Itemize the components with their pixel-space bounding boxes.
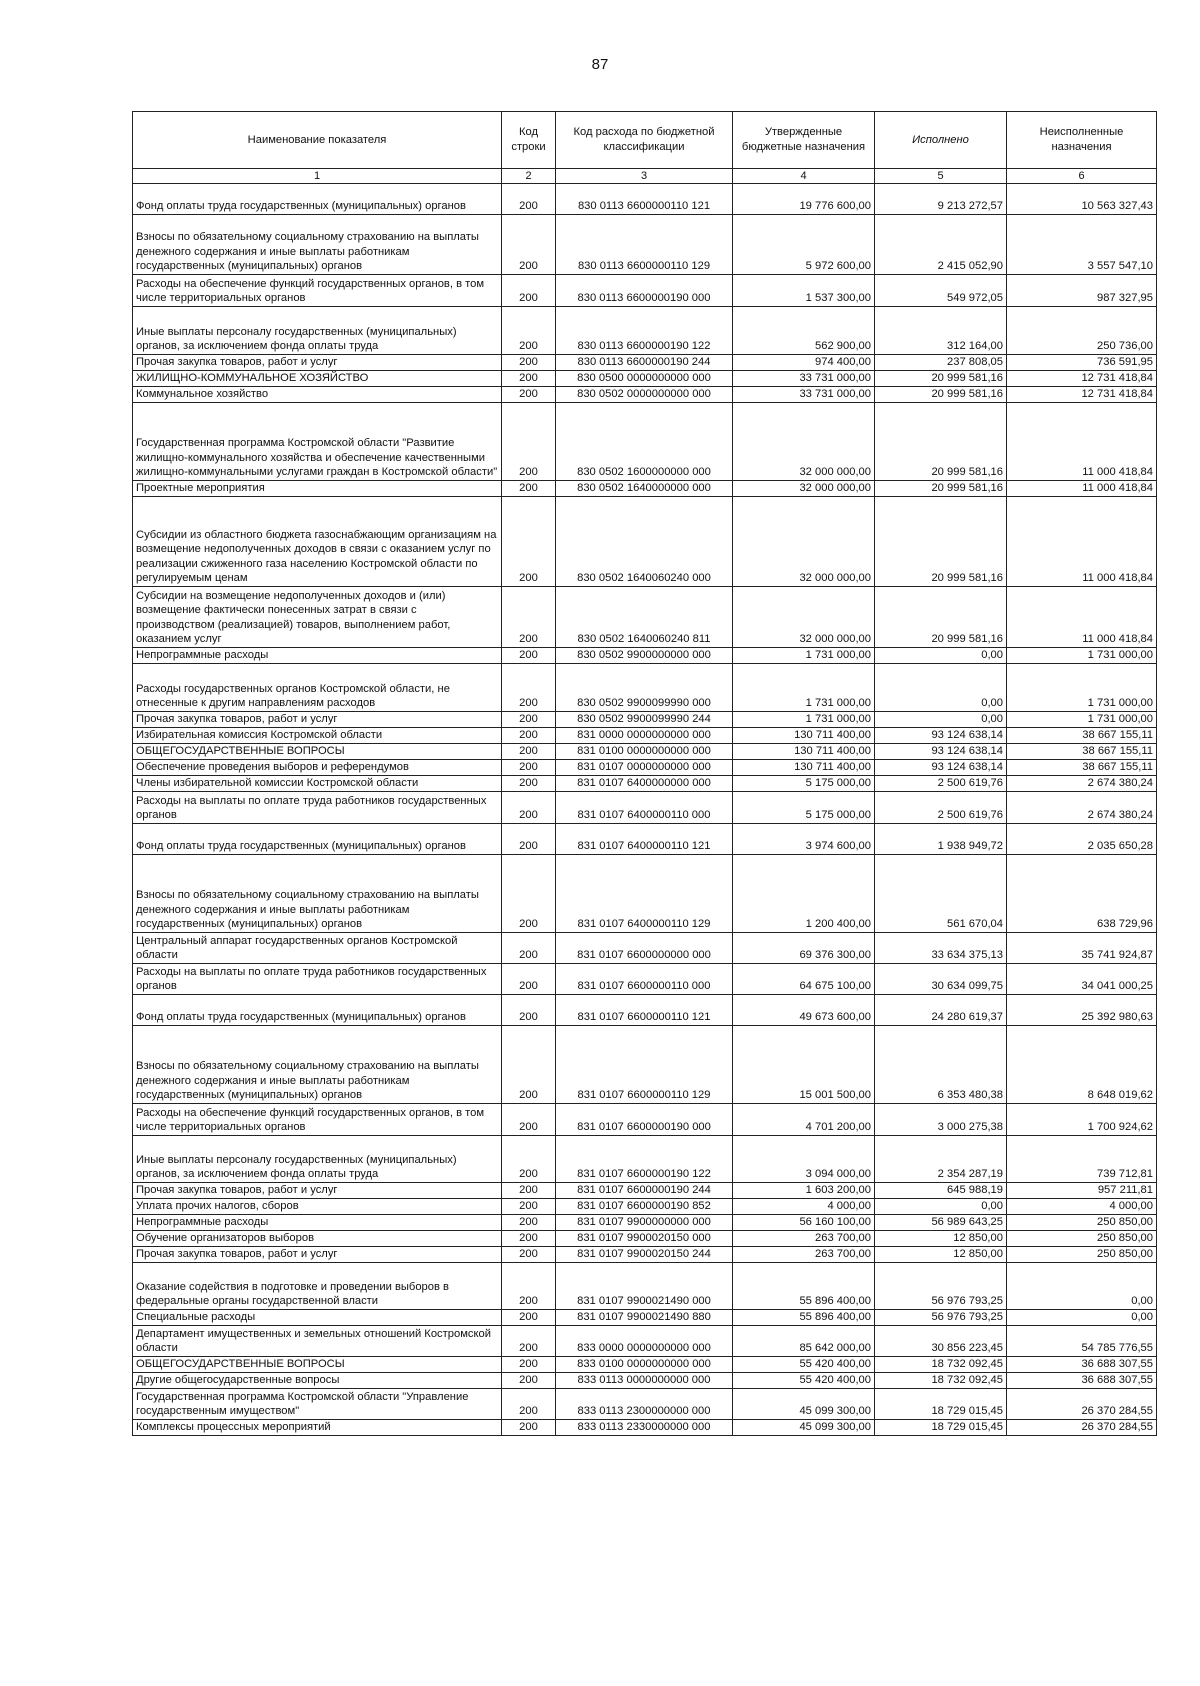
row-unexecuted-amount: 250 850,00 bbox=[1007, 1215, 1157, 1231]
row-unexecuted-amount: 25 392 980,63 bbox=[1007, 995, 1157, 1026]
row-unexecuted-amount: 34 041 000,25 bbox=[1007, 964, 1157, 995]
row-unexecuted-amount: 1 731 000,00 bbox=[1007, 648, 1157, 664]
row-code: 200 bbox=[502, 215, 556, 275]
row-approved-amount: 1 731 000,00 bbox=[733, 664, 875, 712]
row-code: 200 bbox=[502, 1104, 556, 1136]
row-classification-code: 830 0502 1600000000 000 bbox=[556, 403, 733, 481]
row-classification-code: 831 0107 6400000110 000 bbox=[556, 792, 733, 824]
row-approved-amount: 130 711 400,00 bbox=[733, 760, 875, 776]
row-executed-amount: 20 999 581,16 bbox=[875, 587, 1007, 648]
table-row bbox=[133, 744, 1157, 760]
table-row bbox=[133, 587, 1157, 648]
row-code: 200 bbox=[502, 1310, 556, 1326]
row-approved-amount: 32 000 000,00 bbox=[733, 497, 875, 587]
table-row bbox=[133, 824, 1157, 855]
row-executed-amount: 56 989 643,25 bbox=[875, 1215, 1007, 1231]
row-executed-amount: 24 280 619,37 bbox=[875, 995, 1007, 1026]
row-name: Прочая закупка товаров, работ и услуг bbox=[133, 1247, 502, 1263]
row-name: ЖИЛИЩНО-КОММУНАЛЬНОЕ ХОЗЯЙСТВО bbox=[133, 371, 502, 387]
row-classification-code: 831 0107 6400000000 000 bbox=[556, 776, 733, 792]
row-approved-amount: 130 711 400,00 bbox=[733, 728, 875, 744]
column-number: 4 bbox=[733, 169, 875, 184]
row-executed-amount: 33 634 375,13 bbox=[875, 933, 1007, 964]
row-classification-code: 830 0502 1640000000 000 bbox=[556, 481, 733, 497]
row-executed-amount: 30 634 099,75 bbox=[875, 964, 1007, 995]
row-classification-code: 831 0107 6600000000 000 bbox=[556, 933, 733, 964]
row-unexecuted-amount: 10 563 327,43 bbox=[1007, 184, 1157, 215]
row-executed-amount: 20 999 581,16 bbox=[875, 481, 1007, 497]
table-row bbox=[133, 371, 1157, 387]
row-code: 200 bbox=[502, 184, 556, 215]
table-row bbox=[133, 1263, 1157, 1310]
row-code: 200 bbox=[502, 1199, 556, 1215]
row-approved-amount: 5 175 000,00 bbox=[733, 792, 875, 824]
row-name: Непрограммные расходы bbox=[133, 1215, 502, 1231]
row-approved-amount: 5 175 000,00 bbox=[733, 776, 875, 792]
row-executed-amount: 2 415 052,90 bbox=[875, 215, 1007, 275]
row-executed-amount: 93 124 638,14 bbox=[875, 760, 1007, 776]
table-row bbox=[133, 387, 1157, 403]
row-classification-code: 830 0502 9900099990 244 bbox=[556, 712, 733, 728]
table-row bbox=[133, 760, 1157, 776]
table-row bbox=[133, 1199, 1157, 1215]
row-classification-code: 830 0502 9900099990 000 bbox=[556, 664, 733, 712]
column-number-row bbox=[133, 169, 1157, 184]
row-code: 200 bbox=[502, 933, 556, 964]
table-row bbox=[133, 1420, 1157, 1436]
row-executed-amount: 20 999 581,16 bbox=[875, 371, 1007, 387]
row-executed-amount: 2 500 619,76 bbox=[875, 792, 1007, 824]
row-code: 200 bbox=[502, 587, 556, 648]
row-approved-amount: 4 701 200,00 bbox=[733, 1104, 875, 1136]
row-executed-amount: 30 856 223,45 bbox=[875, 1326, 1007, 1357]
row-approved-amount: 974 400,00 bbox=[733, 355, 875, 371]
row-classification-code: 833 0113 2330000000 000 bbox=[556, 1420, 733, 1436]
table-row bbox=[133, 355, 1157, 371]
row-approved-amount: 1 200 400,00 bbox=[733, 855, 875, 933]
row-name: Субсидии из областного бюджета газоснабжающим организациям на возмещение недополученных доходов в связи с оказанием услуг по реализации сжиженного газа населению Костромской области по регулируемым ценам bbox=[133, 497, 502, 587]
row-executed-amount: 549 972,05 bbox=[875, 275, 1007, 307]
row-unexecuted-amount: 1 731 000,00 bbox=[1007, 712, 1157, 728]
row-approved-amount: 45 099 300,00 bbox=[733, 1420, 875, 1436]
row-code: 200 bbox=[502, 1215, 556, 1231]
table-row bbox=[133, 184, 1157, 215]
row-approved-amount: 55 896 400,00 bbox=[733, 1310, 875, 1326]
row-classification-code: 831 0107 6600000110 121 bbox=[556, 995, 733, 1026]
row-name: Непрограммные расходы bbox=[133, 648, 502, 664]
row-unexecuted-amount: 2 674 380,24 bbox=[1007, 792, 1157, 824]
row-name: Коммунальное хозяйство bbox=[133, 387, 502, 403]
row-classification-code: 831 0107 6600000110 000 bbox=[556, 964, 733, 995]
row-code: 200 bbox=[502, 481, 556, 497]
table-row bbox=[133, 855, 1157, 933]
table-row bbox=[133, 403, 1157, 481]
row-code: 200 bbox=[502, 792, 556, 824]
row-name: Члены избирательной комиссии Костромской области bbox=[133, 776, 502, 792]
row-name: Расходы на выплаты по оплате труда работников государственных органов bbox=[133, 792, 502, 824]
table-row bbox=[133, 995, 1157, 1026]
table-row bbox=[133, 933, 1157, 964]
row-name: Уплата прочих налогов, сборов bbox=[133, 1199, 502, 1215]
row-name: Расходы на обеспечение функций государственных органов, в том числе территориальных органов bbox=[133, 275, 502, 307]
header-classification: Код расхода по бюджетной классификации bbox=[556, 112, 733, 169]
row-executed-amount: 312 164,00 bbox=[875, 307, 1007, 355]
row-approved-amount: 69 376 300,00 bbox=[733, 933, 875, 964]
row-unexecuted-amount: 12 731 418,84 bbox=[1007, 387, 1157, 403]
row-unexecuted-amount: 38 667 155,11 bbox=[1007, 760, 1157, 776]
row-approved-amount: 130 711 400,00 bbox=[733, 744, 875, 760]
row-unexecuted-amount: 35 741 924,87 bbox=[1007, 933, 1157, 964]
row-name: Проектные мероприятия bbox=[133, 481, 502, 497]
row-name: Фонд оплаты труда государственных (муниципальных) органов bbox=[133, 995, 502, 1026]
row-code: 200 bbox=[502, 824, 556, 855]
row-executed-amount: 18 729 015,45 bbox=[875, 1389, 1007, 1420]
row-approved-amount: 49 673 600,00 bbox=[733, 995, 875, 1026]
row-code: 200 bbox=[502, 664, 556, 712]
row-code: 200 bbox=[502, 712, 556, 728]
row-approved-amount: 45 099 300,00 bbox=[733, 1389, 875, 1420]
row-classification-code: 833 0113 0000000000 000 bbox=[556, 1373, 733, 1389]
row-code: 200 bbox=[502, 497, 556, 587]
row-code: 200 bbox=[502, 995, 556, 1026]
row-classification-code: 831 0107 9900020150 000 bbox=[556, 1231, 733, 1247]
table-row bbox=[133, 664, 1157, 712]
row-classification-code: 831 0107 6600000110 129 bbox=[556, 1026, 733, 1104]
row-code: 200 bbox=[502, 855, 556, 933]
row-name: Специальные расходы bbox=[133, 1310, 502, 1326]
row-executed-amount: 9 213 272,57 bbox=[875, 184, 1007, 215]
row-classification-code: 831 0100 0000000000 000 bbox=[556, 744, 733, 760]
row-classification-code: 831 0107 6600000190 122 bbox=[556, 1136, 733, 1183]
table-row bbox=[133, 1373, 1157, 1389]
row-executed-amount: 93 124 638,14 bbox=[875, 744, 1007, 760]
row-classification-code: 833 0100 0000000000 000 bbox=[556, 1357, 733, 1373]
row-unexecuted-amount: 1 731 000,00 bbox=[1007, 664, 1157, 712]
column-number: 5 bbox=[875, 169, 1007, 184]
row-name: Взносы по обязательному социальному страхованию на выплаты денежного содержания и иные выплаты работникам государственных (муниципальных) органов bbox=[133, 855, 502, 933]
row-unexecuted-amount: 4 000,00 bbox=[1007, 1199, 1157, 1215]
row-classification-code: 833 0113 2300000000 000 bbox=[556, 1389, 733, 1420]
row-classification-code: 830 0502 1640060240 000 bbox=[556, 497, 733, 587]
header-code: Код строки bbox=[502, 112, 556, 169]
table-row bbox=[133, 1215, 1157, 1231]
table-row bbox=[133, 792, 1157, 824]
row-approved-amount: 85 642 000,00 bbox=[733, 1326, 875, 1357]
row-classification-code: 833 0000 0000000000 000 bbox=[556, 1326, 733, 1357]
row-unexecuted-amount: 11 000 418,84 bbox=[1007, 497, 1157, 587]
row-classification-code: 831 0000 0000000000 000 bbox=[556, 728, 733, 744]
row-unexecuted-amount: 957 211,81 bbox=[1007, 1183, 1157, 1199]
header-name: Наименование показателя bbox=[133, 112, 502, 169]
row-code: 200 bbox=[502, 728, 556, 744]
row-unexecuted-amount: 8 648 019,62 bbox=[1007, 1026, 1157, 1104]
row-unexecuted-amount: 36 688 307,55 bbox=[1007, 1373, 1157, 1389]
row-approved-amount: 15 001 500,00 bbox=[733, 1026, 875, 1104]
table-row bbox=[133, 497, 1157, 587]
row-name: Взносы по обязательному социальному страхованию на выплаты денежного содержания и иные выплаты работникам государственных (муниципальных) органов bbox=[133, 215, 502, 275]
row-executed-amount: 0,00 bbox=[875, 712, 1007, 728]
row-code: 200 bbox=[502, 1389, 556, 1420]
row-approved-amount: 64 675 100,00 bbox=[733, 964, 875, 995]
row-name: Фонд оплаты труда государственных (муниципальных) органов bbox=[133, 824, 502, 855]
row-code: 200 bbox=[502, 387, 556, 403]
column-number: 2 bbox=[502, 169, 556, 184]
row-name: Расходы на выплаты по оплате труда работников государственных органов bbox=[133, 964, 502, 995]
table-row bbox=[133, 1310, 1157, 1326]
row-name: Другие общегосударственные вопросы bbox=[133, 1373, 502, 1389]
row-classification-code: 831 0107 9900021490 880 bbox=[556, 1310, 733, 1326]
row-code: 200 bbox=[502, 1263, 556, 1310]
row-classification-code: 831 0107 6400000110 121 bbox=[556, 824, 733, 855]
row-code: 200 bbox=[502, 744, 556, 760]
table-row bbox=[133, 1357, 1157, 1373]
table-row bbox=[133, 1104, 1157, 1136]
row-executed-amount: 56 976 793,25 bbox=[875, 1310, 1007, 1326]
row-approved-amount: 3 094 000,00 bbox=[733, 1136, 875, 1183]
row-unexecuted-amount: 2 035 650,28 bbox=[1007, 824, 1157, 855]
row-approved-amount: 32 000 000,00 bbox=[733, 587, 875, 648]
row-approved-amount: 55 896 400,00 bbox=[733, 1263, 875, 1310]
row-name: Избирательная комиссия Костромской области bbox=[133, 728, 502, 744]
row-approved-amount: 4 000,00 bbox=[733, 1199, 875, 1215]
row-code: 200 bbox=[502, 275, 556, 307]
column-number: 1 bbox=[133, 169, 502, 184]
row-code: 200 bbox=[502, 1420, 556, 1436]
header-executed: Исполнено bbox=[875, 112, 1007, 169]
row-classification-code: 830 0502 1640060240 811 bbox=[556, 587, 733, 648]
row-approved-amount: 263 700,00 bbox=[733, 1231, 875, 1247]
header-unexecuted: Неисполненные назначения bbox=[1007, 112, 1157, 169]
row-executed-amount: 2 500 619,76 bbox=[875, 776, 1007, 792]
row-executed-amount: 20 999 581,16 bbox=[875, 387, 1007, 403]
row-classification-code: 830 0502 0000000000 000 bbox=[556, 387, 733, 403]
row-unexecuted-amount: 739 712,81 bbox=[1007, 1136, 1157, 1183]
row-name: Расходы государственных органов Костромской области, не отнесенные к другим направлениям расходов bbox=[133, 664, 502, 712]
row-executed-amount: 6 353 480,38 bbox=[875, 1026, 1007, 1104]
row-name: Расходы на обеспечение функций государственных органов, в том числе территориальных органов bbox=[133, 1104, 502, 1136]
row-approved-amount: 5 972 600,00 bbox=[733, 215, 875, 275]
row-name: Оказание содействия в подготовке и проведении выборов в федеральные органы государственной власти bbox=[133, 1263, 502, 1310]
row-executed-amount: 237 808,05 bbox=[875, 355, 1007, 371]
row-code: 200 bbox=[502, 355, 556, 371]
row-code: 200 bbox=[502, 648, 556, 664]
row-name: Иные выплаты персоналу государственных (муниципальных) органов, за исключением фонда оплаты труда bbox=[133, 1136, 502, 1183]
row-executed-amount: 18 732 092,45 bbox=[875, 1373, 1007, 1389]
row-approved-amount: 55 420 400,00 bbox=[733, 1373, 875, 1389]
row-unexecuted-amount: 0,00 bbox=[1007, 1310, 1157, 1326]
row-name: Обеспечение проведения выборов и референдумов bbox=[133, 760, 502, 776]
row-executed-amount: 0,00 bbox=[875, 648, 1007, 664]
row-name: Комплексы процессных мероприятий bbox=[133, 1420, 502, 1436]
row-classification-code: 831 0107 9900000000 000 bbox=[556, 1215, 733, 1231]
row-unexecuted-amount: 26 370 284,55 bbox=[1007, 1420, 1157, 1436]
table-row bbox=[133, 964, 1157, 995]
row-name: Иные выплаты персоналу государственных (муниципальных) органов, за исключением фонда оплаты труда bbox=[133, 307, 502, 355]
row-unexecuted-amount: 250 850,00 bbox=[1007, 1247, 1157, 1263]
row-classification-code: 831 0107 9900021490 000 bbox=[556, 1263, 733, 1310]
row-unexecuted-amount: 1 700 924,62 bbox=[1007, 1104, 1157, 1136]
row-executed-amount: 20 999 581,16 bbox=[875, 497, 1007, 587]
table-row bbox=[133, 776, 1157, 792]
row-executed-amount: 0,00 bbox=[875, 1199, 1007, 1215]
row-code: 200 bbox=[502, 1136, 556, 1183]
row-executed-amount: 0,00 bbox=[875, 664, 1007, 712]
row-approved-amount: 263 700,00 bbox=[733, 1247, 875, 1263]
row-classification-code: 830 0500 0000000000 000 bbox=[556, 371, 733, 387]
row-classification-code: 831 0107 6600000190 244 bbox=[556, 1183, 733, 1199]
row-approved-amount: 56 160 100,00 bbox=[733, 1215, 875, 1231]
row-name: Обучение организаторов выборов bbox=[133, 1231, 502, 1247]
table-row bbox=[133, 1389, 1157, 1420]
row-executed-amount: 93 124 638,14 bbox=[875, 728, 1007, 744]
row-code: 200 bbox=[502, 403, 556, 481]
table-row bbox=[133, 1231, 1157, 1247]
row-classification-code: 831 0107 9900020150 244 bbox=[556, 1247, 733, 1263]
row-name: Фонд оплаты труда государственных (муниципальных) органов bbox=[133, 184, 502, 215]
row-classification-code: 830 0113 6600000190 244 bbox=[556, 355, 733, 371]
row-name: Государственная программа Костромской области "Развитие жилищно-коммунального хозяйства и обеспечение качественными жилищно-коммунальными услугами граждан в Костромской области" bbox=[133, 403, 502, 481]
table-row bbox=[133, 728, 1157, 744]
row-code: 200 bbox=[502, 760, 556, 776]
row-unexecuted-amount: 3 557 547,10 bbox=[1007, 215, 1157, 275]
row-approved-amount: 33 731 000,00 bbox=[733, 371, 875, 387]
row-classification-code: 831 0107 6600000190 000 bbox=[556, 1104, 733, 1136]
row-name: Государственная программа Костромской области "Управление государственным имуществом" bbox=[133, 1389, 502, 1420]
header-row bbox=[133, 112, 1157, 169]
row-unexecuted-amount: 638 729,96 bbox=[1007, 855, 1157, 933]
row-approved-amount: 562 900,00 bbox=[733, 307, 875, 355]
row-unexecuted-amount: 38 667 155,11 bbox=[1007, 744, 1157, 760]
row-executed-amount: 56 976 793,25 bbox=[875, 1263, 1007, 1310]
row-classification-code: 830 0113 6600000190 000 bbox=[556, 275, 733, 307]
row-name: Прочая закупка товаров, работ и услуг bbox=[133, 1183, 502, 1199]
row-approved-amount: 19 776 600,00 bbox=[733, 184, 875, 215]
table-row bbox=[133, 275, 1157, 307]
header-approved: Утвержденные бюджетные назначения bbox=[733, 112, 875, 169]
row-unexecuted-amount: 987 327,95 bbox=[1007, 275, 1157, 307]
row-classification-code: 830 0113 6600000110 121 bbox=[556, 184, 733, 215]
row-executed-amount: 18 732 092,45 bbox=[875, 1357, 1007, 1373]
row-code: 200 bbox=[502, 1247, 556, 1263]
row-name: ОБЩЕГОСУДАРСТВЕННЫЕ ВОПРОСЫ bbox=[133, 744, 502, 760]
column-number: 3 bbox=[556, 169, 733, 184]
row-classification-code: 830 0113 6600000110 129 bbox=[556, 215, 733, 275]
page-number: 87 bbox=[591, 56, 609, 73]
row-code: 200 bbox=[502, 1326, 556, 1357]
table-row bbox=[133, 481, 1157, 497]
row-name: Департамент имущественных и земельных отношений Костромской области bbox=[133, 1326, 502, 1357]
row-unexecuted-amount: 12 731 418,84 bbox=[1007, 371, 1157, 387]
row-approved-amount: 1 731 000,00 bbox=[733, 648, 875, 664]
row-classification-code: 831 0107 6600000190 852 bbox=[556, 1199, 733, 1215]
row-name: Прочая закупка товаров, работ и услуг bbox=[133, 712, 502, 728]
table-row bbox=[133, 1326, 1157, 1357]
row-executed-amount: 18 729 015,45 bbox=[875, 1420, 1007, 1436]
row-name: Прочая закупка товаров, работ и услуг bbox=[133, 355, 502, 371]
row-approved-amount: 1 603 200,00 bbox=[733, 1183, 875, 1199]
row-classification-code: 831 0107 0000000000 000 bbox=[556, 760, 733, 776]
row-unexecuted-amount: 38 667 155,11 bbox=[1007, 728, 1157, 744]
row-unexecuted-amount: 11 000 418,84 bbox=[1007, 481, 1157, 497]
row-unexecuted-amount: 250 736,00 bbox=[1007, 307, 1157, 355]
row-executed-amount: 12 850,00 bbox=[875, 1231, 1007, 1247]
row-unexecuted-amount: 0,00 bbox=[1007, 1263, 1157, 1310]
row-approved-amount: 1 731 000,00 bbox=[733, 712, 875, 728]
row-classification-code: 830 0113 6600000190 122 bbox=[556, 307, 733, 355]
table-row bbox=[133, 1026, 1157, 1104]
row-code: 200 bbox=[502, 964, 556, 995]
table-row bbox=[133, 1183, 1157, 1199]
row-executed-amount: 1 938 949,72 bbox=[875, 824, 1007, 855]
row-unexecuted-amount: 36 688 307,55 bbox=[1007, 1357, 1157, 1373]
row-unexecuted-amount: 736 591,95 bbox=[1007, 355, 1157, 371]
row-name: Центральный аппарат государственных органов Костромской области bbox=[133, 933, 502, 964]
row-unexecuted-amount: 250 850,00 bbox=[1007, 1231, 1157, 1247]
row-code: 200 bbox=[502, 307, 556, 355]
row-unexecuted-amount: 11 000 418,84 bbox=[1007, 403, 1157, 481]
row-code: 200 bbox=[502, 1231, 556, 1247]
table-row bbox=[133, 648, 1157, 664]
row-executed-amount: 3 000 275,38 bbox=[875, 1104, 1007, 1136]
row-code: 200 bbox=[502, 1373, 556, 1389]
row-code: 200 bbox=[502, 1357, 556, 1373]
row-approved-amount: 32 000 000,00 bbox=[733, 403, 875, 481]
row-executed-amount: 561 670,04 bbox=[875, 855, 1007, 933]
row-unexecuted-amount: 11 000 418,84 bbox=[1007, 587, 1157, 648]
column-number: 6 bbox=[1007, 169, 1157, 184]
row-name: Взносы по обязательному социальному страхованию на выплаты денежного содержания и иные выплаты работникам государственных (муниципальных) органов bbox=[133, 1026, 502, 1104]
row-approved-amount: 3 974 600,00 bbox=[733, 824, 875, 855]
table-row bbox=[133, 307, 1157, 355]
row-unexecuted-amount: 54 785 776,55 bbox=[1007, 1326, 1157, 1357]
row-name: Субсидии на возмещение недополученных доходов и (или) возмещение фактически понесенных затрат в связи с производством (реализацией) товаров, выполнением работ, оказанием услуг bbox=[133, 587, 502, 648]
table-row bbox=[133, 712, 1157, 728]
row-executed-amount: 12 850,00 bbox=[875, 1247, 1007, 1263]
table-row bbox=[133, 215, 1157, 275]
row-code: 200 bbox=[502, 776, 556, 792]
row-unexecuted-amount: 26 370 284,55 bbox=[1007, 1389, 1157, 1420]
budget-execution-table bbox=[132, 111, 1157, 1436]
row-code: 200 bbox=[502, 1183, 556, 1199]
row-classification-code: 831 0107 6400000110 129 bbox=[556, 855, 733, 933]
row-code: 200 bbox=[502, 1026, 556, 1104]
row-executed-amount: 20 999 581,16 bbox=[875, 403, 1007, 481]
row-approved-amount: 32 000 000,00 bbox=[733, 481, 875, 497]
row-code: 200 bbox=[502, 371, 556, 387]
table-row bbox=[133, 1247, 1157, 1263]
table-row bbox=[133, 1136, 1157, 1183]
row-approved-amount: 1 537 300,00 bbox=[733, 275, 875, 307]
row-executed-amount: 645 988,19 bbox=[875, 1183, 1007, 1199]
row-approved-amount: 33 731 000,00 bbox=[733, 387, 875, 403]
row-executed-amount: 2 354 287,19 bbox=[875, 1136, 1007, 1183]
row-approved-amount: 55 420 400,00 bbox=[733, 1357, 875, 1373]
row-name: ОБЩЕГОСУДАРСТВЕННЫЕ ВОПРОСЫ bbox=[133, 1357, 502, 1373]
row-classification-code: 830 0502 9900000000 000 bbox=[556, 648, 733, 664]
table-body bbox=[133, 184, 1157, 1436]
row-unexecuted-amount: 2 674 380,24 bbox=[1007, 776, 1157, 792]
